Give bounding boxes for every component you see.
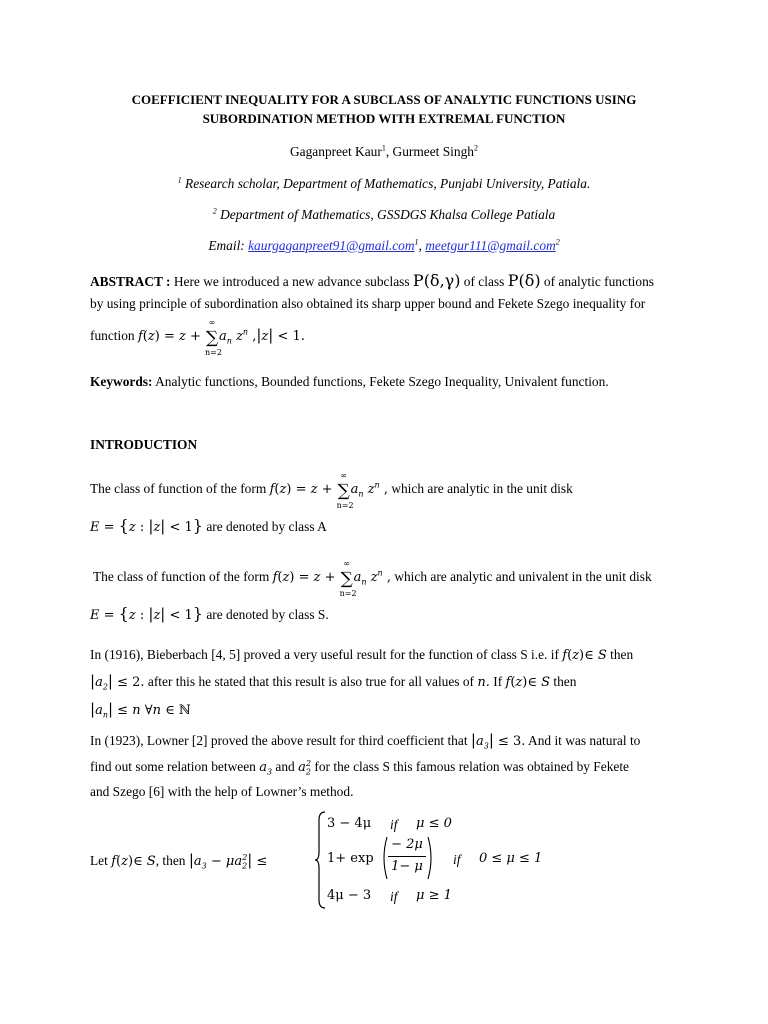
case-3-condition: μ ≥ 1: [416, 888, 452, 903]
email-1-sup: 1: [414, 237, 419, 247]
math-n: n.: [477, 675, 490, 690]
intro-p6-text-b: And it was natural to: [525, 733, 641, 748]
affiliation-2-sup: 2: [212, 206, 217, 216]
intro-p1-text-b: which are analytic in the unit disk: [387, 481, 573, 496]
case-3-if: if: [390, 889, 398, 904]
email-line: [0, 238, 768, 253]
intro-p2-text-b: which are analytic and univalent in the unit disk: [390, 569, 652, 584]
abstract-line-1: [90, 272, 654, 290]
intro-p4-text-c: then: [550, 674, 577, 689]
case-1-condition: μ ≤ 0: [416, 816, 452, 831]
intro-p7-text-b: and: [272, 759, 299, 774]
introduction-heading: INTRODUCTION: [90, 437, 198, 452]
intro-p2-line-1: [93, 559, 652, 598]
email-comma: ,: [418, 238, 426, 253]
math-unit-disk-2: E = {z : |z| < 1}: [90, 604, 203, 623]
math-a2-squared: $a_2^2$: [298, 758, 312, 777]
abstract-text-3a: function: [90, 328, 138, 343]
affiliation-1-sup: 1: [177, 175, 182, 185]
math-a2-bound: $|a_2| \le 2$.: [90, 672, 145, 692]
email-link-2[interactable]: meetgur111@gmail.com: [425, 238, 556, 253]
math-fekete-functional: $|a_3 - \mu a_2^2|$ ≤: [188, 851, 268, 871]
math-f-in-s-2: f(z)∈ S: [505, 675, 551, 690]
math-class-p-delta-gamma: P(δ,γ): [412, 271, 461, 290]
affiliation-2-text: Department of Mathematics, GSSDGS Khalsa College Patiala: [216, 207, 556, 222]
intro-p4-line-1: [90, 732, 640, 750]
abstract-text-1c: of analytic functions: [540, 274, 654, 289]
author-2: Gurmeet Singh: [392, 144, 474, 159]
abstract-label: ABSTRACT :: [90, 274, 171, 289]
intro-p2-line-2: [90, 605, 329, 624]
fekete-szego-lhs: [90, 852, 267, 870]
intro-p3-line-3: [90, 701, 191, 719]
intro-p4-text-a: after this he stated that this result is also true for all values of: [144, 674, 478, 689]
case-1-expression: 3 − 4μ: [327, 816, 372, 831]
intro-p1-text-a: The class of function of the form: [90, 481, 270, 496]
keywords-label: Keywords:: [90, 374, 153, 389]
math-class-p-delta: P(δ): [507, 271, 541, 290]
intro-p3-text-a: In (1916), Bieberbach [4, 5] proved a very useful result for the function of class S i.e. if: [90, 647, 563, 662]
affiliation-1: [0, 176, 768, 191]
case-2-exp-label: 1+ exp: [327, 851, 374, 866]
intro-p4-line-2: [90, 759, 629, 776]
author-separator: ,: [385, 144, 393, 159]
keywords-line: [90, 374, 609, 389]
intro-p3-line-2: [90, 673, 576, 691]
math-an-bound: $|a_n| \le n$ ∀n ∈ ℕ: [90, 700, 191, 720]
case-3-expression: 4μ − 3: [327, 888, 372, 903]
let-word: Let: [90, 853, 112, 868]
math-f-series: f(z) = z + ∞ ∑ n=2 $a_n$ $z^n$ ,|z| < 1.: [137, 318, 305, 357]
case-2-denominator: 1− μ: [391, 859, 423, 874]
math-f-series-a: f(z) = z + ∞ ∑ n=2 $a_n$ $z^n$ ,: [269, 471, 388, 510]
intro-p6-text-a: In (1923), Lowner [2] proved the above result for third coefficient that: [90, 733, 471, 748]
affiliation-1-text: Research scholar, Department of Mathematics, Punjabi University, Patiala.: [181, 176, 591, 191]
case-2-if-label: if: [453, 852, 461, 867]
email-2-sup: 2: [555, 237, 560, 247]
author-2-sup: 2: [473, 143, 478, 153]
keywords-text: Analytic functions, Bounded functions, Fekete Szego Inequality, Univalent function.: [152, 374, 609, 389]
intro-p7-text-c: for the class S this famous relation was obtained by Fekete: [311, 759, 630, 774]
intro-p2-text-c: are denoted by class S.: [202, 607, 329, 622]
abstract-text-1b: of class: [460, 274, 508, 289]
affiliation-2: [0, 207, 768, 222]
left-brace-icon: [314, 810, 326, 910]
intro-p4-text-b: If: [489, 674, 506, 689]
intro-p2-text-a: The class of function of the form: [93, 569, 273, 584]
intro-p1-text-c: are denoted by class A: [202, 519, 327, 534]
abstract-line-2: by using principle of subordination also obtained its sharp upper bound and Fekete Szego inequality for: [90, 296, 646, 311]
author-1: Gaganpreet Kaur: [290, 144, 382, 159]
case-2-expression: [327, 852, 374, 867]
math-a3-bound: $|a_3| \le 3$.: [470, 731, 526, 751]
intro-p3-text-b: then: [606, 647, 634, 662]
fraction-bar: [388, 856, 426, 857]
abstract-text-1a: Here we introduced a new advance subclass: [170, 274, 413, 289]
authors: [0, 144, 768, 159]
intro-p7-text-a: find out some relation between: [90, 759, 260, 774]
abstract-line-3: [90, 318, 305, 357]
right-paren-icon: [427, 836, 435, 880]
case-2-condition: 0 ≤ μ ≤ 1: [479, 851, 543, 866]
author-1-sup: 1: [381, 143, 386, 153]
paper-title-line-1: COEFFICIENT INEQUALITY FOR A SUBCLASS OF ANALYTIC FUNCTIONS USING: [131, 92, 637, 107]
case-1-if: if: [390, 817, 398, 832]
intro-p1-line-2: [90, 517, 327, 536]
then-word: , then: [155, 853, 189, 868]
math-unit-disk-1: E = {z : |z| < 1}: [90, 516, 203, 535]
math-a3: $a_3$: [259, 760, 273, 777]
math-f-series-s: f(z) = z + ∞ ∑ n=2 $a_n$ $z^n$ ,: [272, 559, 391, 598]
intro-p1-line-1: [90, 471, 573, 510]
paper-title-line-2: SUBORDINATION METHOD WITH EXTREMAL FUNCTION: [202, 111, 566, 126]
case-2-numerator: − 2μ: [391, 837, 423, 852]
intro-p4-line-3: and Szego [6] with the help of Lowner’s method.: [90, 784, 354, 799]
email-link-1[interactable]: kaurgaganpreet91@gmail.com: [248, 238, 415, 253]
intro-p3-line-1: [90, 647, 633, 664]
math-f-in-s-3: f(z)∈ S: [111, 854, 156, 869]
email-label: Email:: [208, 238, 249, 253]
math-f-in-s-1: f(z)∈ S: [562, 648, 607, 663]
